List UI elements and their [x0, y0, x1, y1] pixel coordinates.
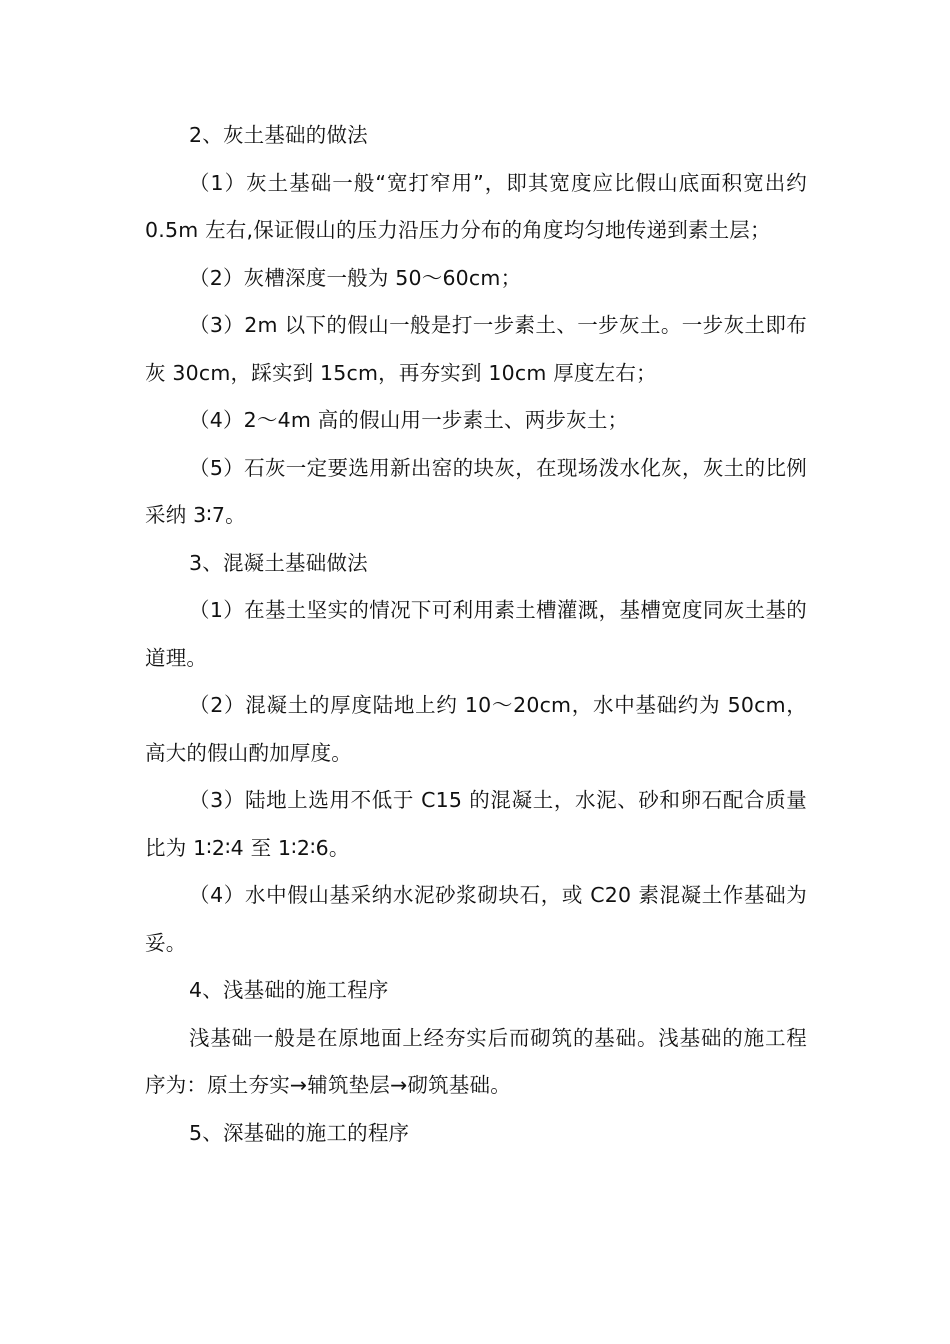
paragraph-concrete-1: （1）在基土坚实的情况下可利用素土槽灌溉，基槽宽度同灰土基的道理。	[145, 598, 807, 670]
paragraph-lime-soil-1: （1）灰土基础一般“宽打窄用”，即其宽度应比假山底面积宽出约 0.5m 左右,保证假山的压力沿压力分布的角度均匀地传递到素土层；	[145, 170, 807, 242]
section-heading-2: 2、灰土基础的做法	[189, 123, 368, 147]
document-body	[145, 112, 807, 1157]
paragraph-lime-soil-2: （2）灰槽深度一般为 50～60cm；	[189, 265, 522, 290]
paragraph-lime-soil-5: （5）石灰一定要选用新出窑的块灰，在现场泼水化灰，灰土的比例采纳 3∶7。	[145, 455, 807, 527]
paragraph-concrete-4: （4）水中假山基采纳水泥砂浆砌块石，或 C20 素混凝土作基础为妥。	[145, 883, 807, 955]
section-heading-3: 3、混凝土基础做法	[189, 550, 368, 575]
paragraph-shallow-foundation: 浅基础一般是在原地面上经夯实后而砌筑的基础。浅基础的施工程序为：原土夯实→辅筑垫层→砌筑基础。	[145, 1025, 807, 1097]
paragraph-lime-soil-4: （4）2～4m 高的假山用一步素土、两步灰土；	[189, 408, 629, 432]
paragraph-lime-soil-3: （3）2m 以下的假山一般是打一步素土、一步灰土。一步灰土即布灰 30cm，踩实到 15cm，再夯实到 10cm 厚度左右；	[145, 313, 807, 385]
paragraph-concrete-2: （2）混凝土的厚度陆地上约 10～20cm，水中基础约为 50cm，高大的假山酌加厚度。	[145, 693, 807, 765]
paragraph-concrete-3: （3）陆地上选用不低于 C15 的混凝土，水泥、砂和卵石配合质量比为 1∶2∶4 至 1∶2∶6。	[145, 788, 807, 860]
section-heading-5: 5、深基础的施工的程序	[189, 1120, 410, 1145]
section-heading-4: 4、浅基础的施工程序	[189, 978, 389, 1002]
